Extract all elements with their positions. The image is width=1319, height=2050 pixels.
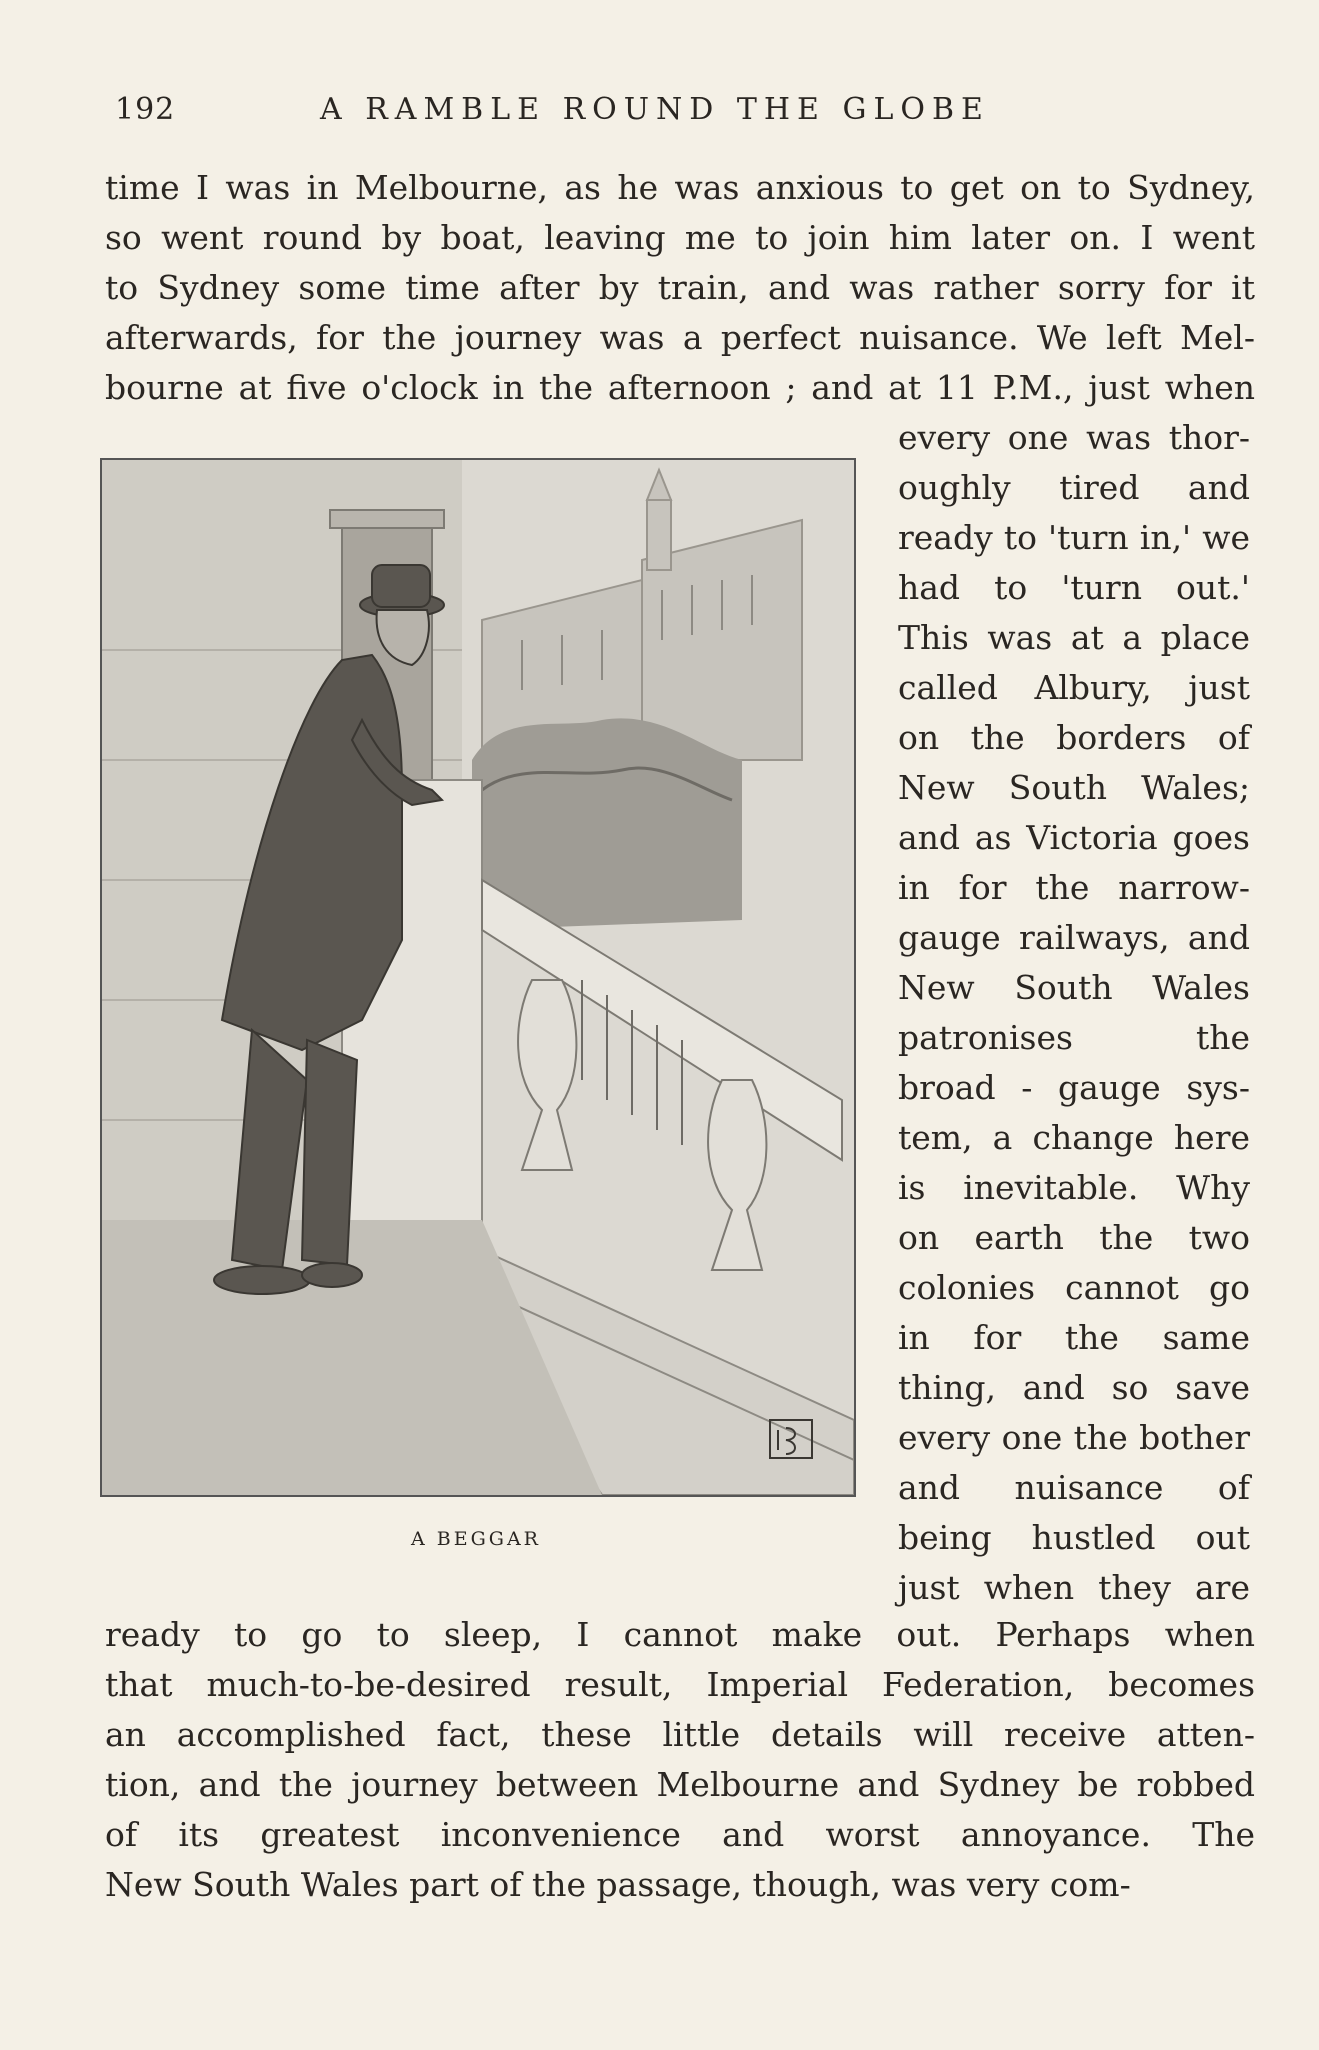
body-line: that much-to-be-desired result, Imperial Federation, becomes: [105, 1665, 1255, 1704]
body-line: tion, and the journey between Melbourne and Sydney be robbed: [105, 1765, 1255, 1804]
body-line-side: on earth the two: [898, 1218, 1250, 1257]
body-line-side: every one was thor-: [898, 418, 1250, 457]
body-line-side: patronises the: [898, 1018, 1250, 1057]
body-line: afterwards, for the journey was a perfect nuisance. We left Mel-: [105, 318, 1255, 357]
body-line-side: called Albury, just: [898, 668, 1250, 707]
illustration-caption: A BEGGAR: [411, 1528, 541, 1550]
body-line: to Sydney some time after by train, and was rather sorry for it: [105, 268, 1255, 307]
beggar-illustration: [100, 458, 856, 1497]
body-line-side: in for the narrow-: [898, 868, 1250, 907]
body-line: of its greatest inconvenience and worst annoyance. The: [105, 1815, 1255, 1854]
body-line-side: just when they are: [898, 1568, 1250, 1607]
body-line-side: on the borders of: [898, 718, 1250, 757]
body-line-side: tem, a change here: [898, 1118, 1250, 1157]
body-line: so went round by boat, leaving me to join him later on. I went: [105, 218, 1255, 257]
body-line: bourne at five o'clock in the afternoon ; and at 11 P.M., just when: [105, 368, 1255, 407]
body-line-side: This was at a place: [898, 618, 1250, 657]
body-line-side: New South Wales: [898, 968, 1250, 1007]
body-line-side: colonies cannot go: [898, 1268, 1250, 1307]
body-line: an accomplished fact, these little details will receive atten-: [105, 1715, 1255, 1754]
body-line-side: had to 'turn out.': [898, 568, 1250, 607]
body-line-side: is inevitable. Why: [898, 1168, 1250, 1207]
body-line-side: ready to 'turn in,' we: [898, 518, 1250, 557]
body-line-side: and as Victoria goes: [898, 818, 1250, 857]
body-line: time I was in Melbourne, as he was anxious to get on to Sydney,: [105, 168, 1255, 207]
body-line-side: gauge railways, and: [898, 918, 1250, 957]
body-line-side: oughly tired and: [898, 468, 1250, 507]
body-line: New South Wales part of the passage, though, was very com-: [105, 1865, 1131, 1904]
body-line-side: every one the bother: [898, 1418, 1250, 1457]
body-line-side: in for the same: [898, 1318, 1250, 1357]
page-number: 192: [115, 92, 176, 127]
body-line-side: broad - gauge sys-: [898, 1068, 1250, 1107]
running-title: A RAMBLE ROUND THE GLOBE: [320, 92, 990, 127]
body-line-side: New South Wales;: [898, 768, 1250, 807]
body-line-side: being hustled out: [898, 1518, 1250, 1557]
page-header: [115, 92, 1240, 136]
illustration-drawing: [102, 460, 854, 1495]
body-line-side: thing, and so save: [898, 1368, 1250, 1407]
body-line-side: and nuisance of: [898, 1468, 1250, 1507]
body-line: ready to go to sleep, I cannot make out. Perhaps when: [105, 1615, 1255, 1654]
